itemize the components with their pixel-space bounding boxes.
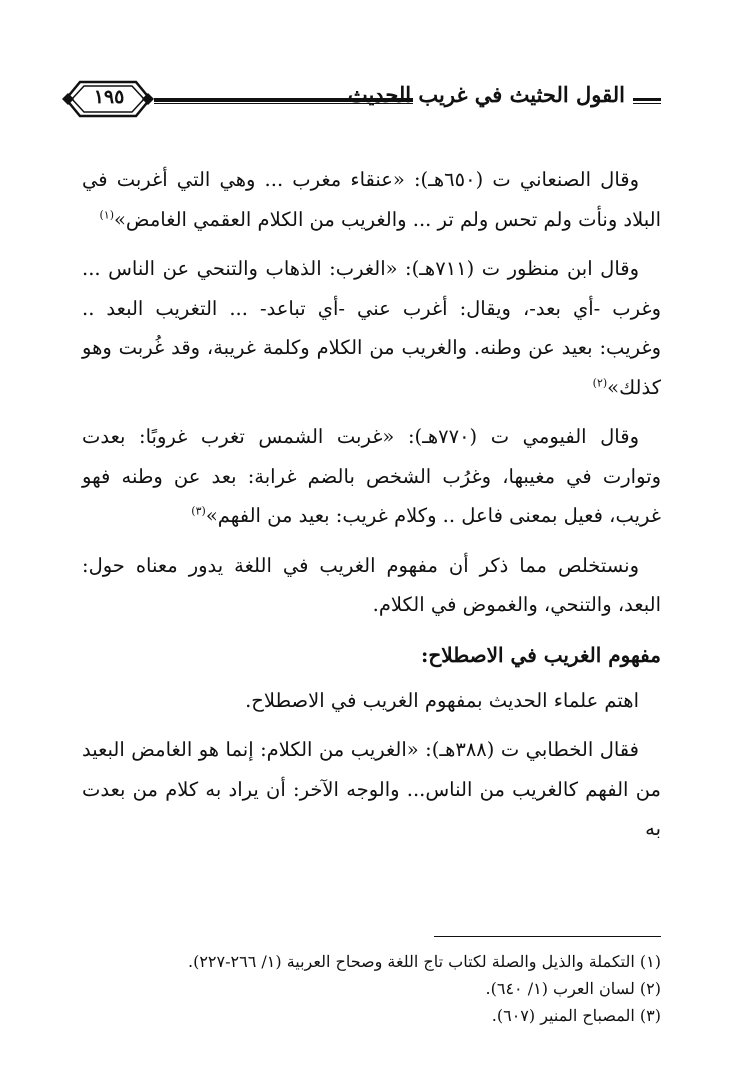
- main-text: [82, 160, 661, 859]
- footnote-1: (١) التكملة والذيل والصلة لكتاب تاج اللغة وصحاح العربية (١/ ٢٦٦-٢٢٧).: [187, 952, 661, 971]
- footnote-ref[interactable]: (١): [99, 208, 114, 221]
- header-dash: [633, 98, 661, 104]
- footnotes: [82, 948, 661, 1029]
- paragraph-intro: اهتم علماء الحديث بمفهوم الغريب في الاصطلاح.: [245, 688, 639, 712]
- footnote-2: (٢) لسان العرب (١/ ٦٤٠).: [485, 979, 661, 998]
- paragraph-ibn-manzur: وقال ابن منظور ت (٧١١هـ): «الغرب: الذهاب والتنحي عن الناس ... وغرب -أي بعد-، ويقال: أغرب عني -أي تباعد- ... التغريب البعد .. وغريب: بعيد عن وطنه. والغريب من الكلام وكلمة غريبة، وقد غُربت وهو كذلك»$^{(٢)}$: [82, 257, 661, 399]
- paragraph-conclusion: ونستخلص مما ذكر أن مفهوم الغريب في اللغة يدور معناه حول: البعد، والتنحي، والغموض في الكلام.: [82, 553, 661, 616]
- footnote-ref[interactable]: (٢): [592, 376, 608, 389]
- footnote-3: (٣) المصباح المنير (٦٠٧).: [491, 1006, 661, 1025]
- paragraph-sanani: وقال الصنعاني ت (٦٥٠هـ): «عنقاء مغرب ... وهي التي أغربت في البلاد ونأت ولم تحس ولم تر ... والغريب من الكلام العقمي الغامض»$^{(١)}$: [82, 168, 661, 231]
- footnote-divider: [434, 936, 661, 937]
- footnote-ref[interactable]: (٣): [191, 504, 206, 518]
- page-header: [62, 78, 661, 120]
- paragraph-khattabi: فقال الخطابي ت (٣٨٨هـ): «الغريب من الكلام: إنما هو الغامض البعيد من الفهم كالغريب من الناس... والوجه الآخر: أن يراد به كلام من بعدت به: [82, 738, 661, 840]
- book-title: القول الحثيث في غريب الحديث: [347, 82, 625, 107]
- section-heading: مفهوم الغريب في الاصطلاح:: [421, 642, 661, 667]
- page-number-badge: [62, 78, 154, 120]
- paragraph-fayyumi: وقال الفيومي ت (٧٧٠هـ): «غربت الشمس تغرب غروبًا: بعدت وتوارت في مغيبها، وغرُب الشخص بالضم غرابة: بعد عن وطنه فهو غريب، فعيل بمعنى فاعل .. وكلام غريب: بعيد من الفهم»$^{(٣)}$: [82, 425, 661, 527]
- page-number: ١٩٥: [93, 86, 125, 108]
